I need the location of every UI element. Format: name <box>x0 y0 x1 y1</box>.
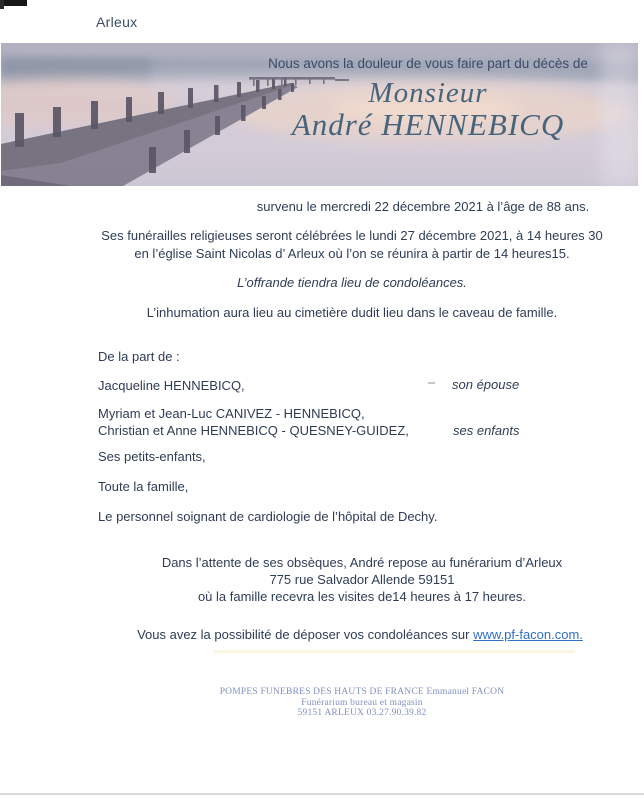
funeral-home-name: POMPES FUNEBRES DES HAUTS DE FRANCE Emmanuel FACON <box>219 687 505 697</box>
condolences-website-link[interactable]: www.pf-facon.com. <box>473 627 583 642</box>
deceased-name: André HENNEBICQ <box>291 107 565 142</box>
repose-line-3: où la famille recevra les visites de14 heures à 17 heures. <box>197 589 527 604</box>
whole-family-line: Toute la famille, <box>98 479 189 494</box>
funeral-line-2: en l’église Saint Nicolas d’ Arleux où l’on se réunira à partir de 14 heures15. <box>134 245 570 261</box>
repose-line-2: 775 rue Salvador Allende 59151 <box>269 572 455 587</box>
death-date-line: survenu le mercredi 22 décembre 2021 à l’âge de 88 ans. <box>256 199 590 214</box>
funeral-details <box>90 227 614 262</box>
scan-speck <box>428 382 435 384</box>
hospital-staff-line: Le personnel soignant de cardiologie de l’hôpital de Dechy. <box>98 509 438 524</box>
children-line-1: Myriam et Jean-Luc CANIVEZ - HENNEBICQ, <box>98 406 365 421</box>
condolences-text: Vous avez la possibilité de déposer vos condoléances sur <box>137 627 474 642</box>
funerarium-details <box>100 554 624 605</box>
offering-line: L’offrande tiendra lieu de condoléances. <box>237 275 467 290</box>
spouse-relation: son épouse <box>452 377 520 392</box>
scan-artifact-top-left <box>0 0 27 6</box>
burial-line: L’inhumation aura lieu au cimetière dudit lieu dans le caveau de famille. <box>146 305 558 320</box>
children-names <box>98 406 409 439</box>
funeral-home-footer <box>100 687 624 719</box>
deceased-title: Monsieur <box>368 77 488 109</box>
funeral-line-1: Ses funérailles religieuses seront célébrées le lundi 27 décembre 2021, à 14 heures 30 <box>101 228 603 243</box>
funeral-home-address-phone: 59151 ARLEUX 03.27.90.39.82 <box>297 708 427 718</box>
location-label: Arleux <box>96 14 138 30</box>
scan-artifact-bottom-edge <box>0 793 644 795</box>
children-line-2: Christian et Anne HENNEBICQ - QUESNEY-GUIDEZ, <box>98 422 409 438</box>
scan-artifact-top-left-edge <box>0 0 4 9</box>
children-relation: ses enfants <box>453 423 520 438</box>
from-heading: De la part de : <box>98 349 180 364</box>
online-condolences-line <box>100 626 620 643</box>
spouse-name: Jacqueline HENNEBICQ, <box>98 378 245 393</box>
repose-line-1: Dans l’attente de ses obsèques, André repose au funérarium d’Arleux <box>161 555 563 570</box>
scan-artifact-highlight <box>213 650 575 653</box>
announcement-intro: Nous avons la douleur de vous faire part du décès de <box>268 56 588 71</box>
grandchildren-line: Ses petits-enfants, <box>98 449 206 464</box>
funeral-home-description: Funérarium bureau et magasin <box>301 697 423 708</box>
